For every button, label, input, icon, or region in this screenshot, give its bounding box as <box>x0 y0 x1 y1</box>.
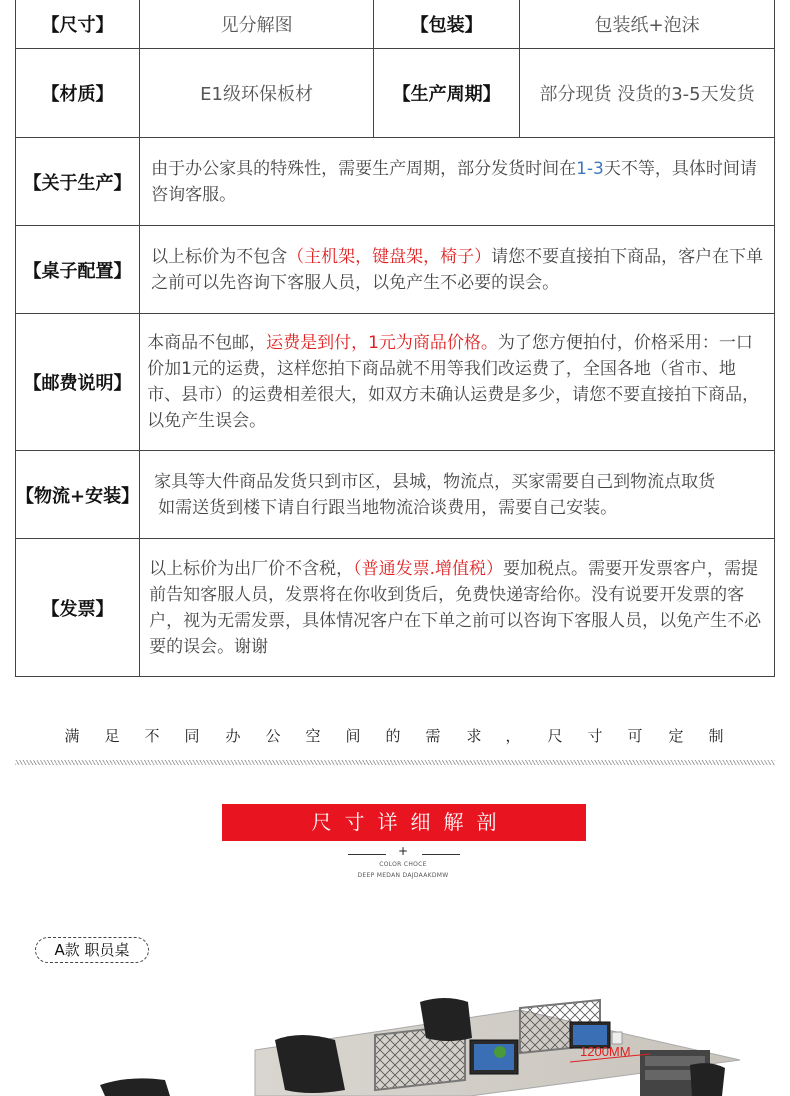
pack-label: 【包装】 <box>374 0 520 49</box>
tagline-char: 可 <box>627 727 643 745</box>
pack-value: 包装纸+泡沫 <box>520 0 775 49</box>
logistics-line1: 家具等大件商品发货只到市区，县城，物流点，买家需要自己到物流点取货 <box>154 471 716 492</box>
tagline-char: 办 <box>225 727 241 745</box>
tagline-char: 足 <box>104 727 120 745</box>
office-chair-icon <box>275 1035 345 1093</box>
invoice-text-b: 要加税点。需要开发票客户，需提前告知客服人员，发票将在你收到货后，免费快递寄给你。没有说要开发票的客户，视为无需发票，具体情况客户在下单之前可以咨询下客服人员，以免产生不必要的误会。谢谢 <box>149 558 762 657</box>
production-row <box>16 138 775 226</box>
invoice-label: 【发票】 <box>16 539 140 677</box>
production-text <box>140 138 775 226</box>
tagline-char: 满 <box>64 727 80 745</box>
ornament-line-right <box>422 854 460 855</box>
postage-text-a: 本商品不包邮， <box>147 333 267 353</box>
size-value: 见分解图 <box>140 0 374 49</box>
config-highlight: （主机架，键盘架，椅子） <box>287 246 492 267</box>
config-text-a: 以上标价为不包含 <box>151 246 288 267</box>
ornament-line-left <box>348 854 386 855</box>
ornament-plus: + <box>398 844 409 858</box>
hatched-divider <box>15 760 775 765</box>
ornament-caption-2: DEEP MEDAN DAJDAAKDMW <box>357 872 449 879</box>
office-chair-icon <box>690 1063 725 1096</box>
production-label: 【关于生产】 <box>16 138 140 226</box>
logistics-label: 【物流+安装】 <box>16 451 140 539</box>
logistics-row <box>16 451 775 539</box>
tagline-char: 求 <box>466 727 482 745</box>
spec-row-size-pack <box>16 0 775 49</box>
config-row <box>16 226 775 314</box>
office-chair-icon <box>100 1078 170 1096</box>
production-highlight: 1-3 <box>576 158 604 179</box>
dimension-label: 1200MM <box>580 1044 631 1059</box>
plant-icon <box>494 1046 506 1058</box>
tagline-char: 定 <box>668 727 684 745</box>
spec-table <box>15 0 775 677</box>
config-label: 【桌子配置】 <box>16 226 140 314</box>
desk-product-photo <box>0 980 790 1096</box>
model-tag: A款 职员桌 <box>35 937 149 963</box>
production-text-a: 由于办公家具的特殊性，需要生产周期，部分发货时间在 <box>151 158 577 179</box>
spec-row-material-cycle <box>16 49 775 138</box>
section-banner: 尺寸详细解剖 <box>222 804 586 841</box>
postage-highlight: 运费是到付，1元为商品价格。 <box>266 333 498 353</box>
tagline-char: 需 <box>425 727 441 745</box>
production-text-b: 天不等，具体时间请咨询客服。 <box>151 158 757 205</box>
tagline-char: 不 <box>144 727 160 745</box>
color-choice-ornament <box>340 844 466 888</box>
tagline-char: 寸 <box>587 727 603 745</box>
postage-label: 【邮费说明】 <box>16 314 140 451</box>
invoice-highlight: （普通发票.增值税） <box>353 558 503 579</box>
config-text-b: 请您不要直接拍下商品，客户在下单之前可以先咨询下客服人员，以免产生不必要的误会。 <box>151 246 764 293</box>
postage-text <box>140 314 775 451</box>
size-label: 【尺寸】 <box>16 0 140 49</box>
postage-text-b: 为了您方便拍付，价格采用：一口价加1元的运费，这样您拍下商品就不用等我们改运费了，全国各地（省市、地市、县市）的运费相差很大，如双方未确认运费是多少，请您不要直接拍下商品，以免产生误会。 <box>147 333 760 431</box>
tagline-char: 间 <box>345 727 361 745</box>
invoice-row <box>16 539 775 677</box>
config-text <box>140 226 775 314</box>
tagline-char: 尺 <box>547 727 563 745</box>
tagline-char: 空 <box>305 727 321 745</box>
material-value: E1级环保板材 <box>140 49 374 138</box>
tagline-char: 的 <box>385 727 401 745</box>
cycle-value: 部分现货 没货的3-5天发货 <box>520 49 775 138</box>
ornament-caption-1: COLOR CHOCE <box>379 861 427 868</box>
tagline-char: 公 <box>265 727 281 745</box>
logistics-line2: 如需送货到楼下请自行跟当地物流洽谈费用，需要自己安装。 <box>158 497 618 518</box>
office-chair-icon <box>420 998 472 1041</box>
invoice-text-a: 以上标价为出厂价不含税， <box>149 558 354 579</box>
tagline-char: 制 <box>708 727 724 745</box>
tagline-char: ， <box>505 727 521 745</box>
cycle-label: 【生产周期】 <box>374 49 520 138</box>
invoice-text <box>140 539 775 677</box>
tagline-char: 同 <box>184 727 200 745</box>
postage-row <box>16 314 775 451</box>
logistics-text <box>140 451 775 539</box>
tagline <box>15 725 775 745</box>
material-label: 【材质】 <box>16 49 140 138</box>
